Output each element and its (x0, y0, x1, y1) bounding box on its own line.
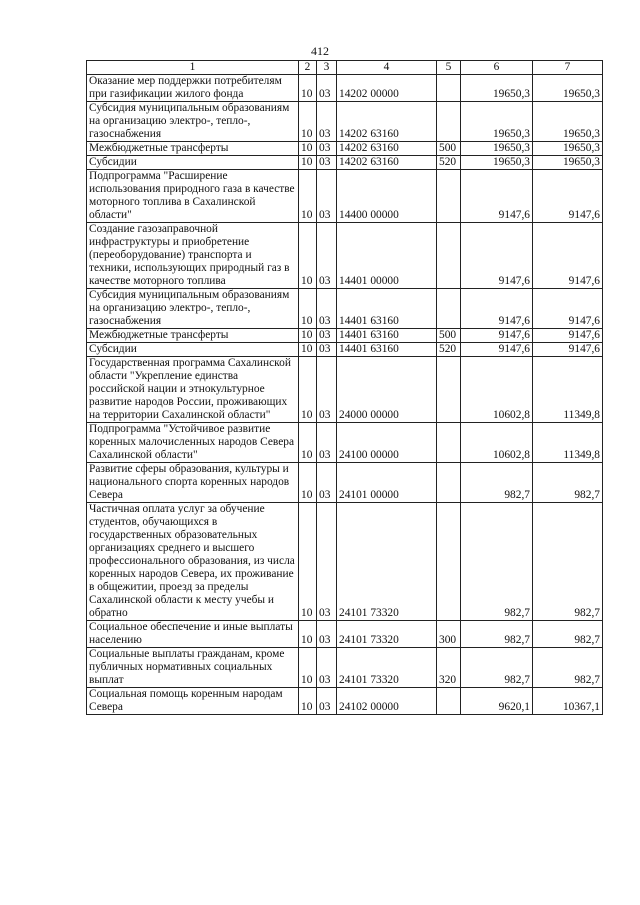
row-name: Субсидия муниципальным образованиям на организацию электро-, тепло-, газоснабжения (87, 289, 299, 329)
row-amount-col7: 9147,6 (533, 343, 603, 357)
row-section: 10 (299, 423, 317, 463)
row-subsection: 03 (317, 621, 337, 648)
row-subsection: 03 (317, 75, 337, 102)
row-amount-col7: 982,7 (533, 463, 603, 503)
row-amount-col7: 19650,3 (533, 75, 603, 102)
row-expense-type (437, 463, 461, 503)
row-subsection: 03 (317, 503, 337, 621)
row-section: 10 (299, 503, 317, 621)
row-name: Оказание мер поддержки потребителям при газификации жилого фонда (87, 75, 299, 102)
table-row (87, 423, 603, 463)
row-amount-col6: 19650,3 (461, 156, 533, 170)
row-expense-type: 520 (437, 343, 461, 357)
table-row (87, 142, 603, 156)
row-expense-type (437, 688, 461, 715)
row-target-article: 14400 00000 (337, 170, 437, 223)
table-row (87, 343, 603, 357)
row-subsection: 03 (317, 223, 337, 289)
row-amount-col7: 9147,6 (533, 170, 603, 223)
row-name: Субсидии (87, 156, 299, 170)
row-section: 10 (299, 343, 317, 357)
row-target-article: 24102 00000 (337, 688, 437, 715)
column-header: 6 (461, 61, 533, 75)
page-number: 412 (311, 44, 329, 58)
row-subsection: 03 (317, 343, 337, 357)
row-expense-type (437, 223, 461, 289)
row-section: 10 (299, 648, 317, 688)
row-amount-col6: 982,7 (461, 621, 533, 648)
row-amount-col7: 10367,1 (533, 688, 603, 715)
column-header: 2 (299, 61, 317, 75)
row-amount-col6: 9147,6 (461, 223, 533, 289)
table-row (87, 75, 603, 102)
row-amount-col7: 11349,8 (533, 357, 603, 423)
row-amount-col7: 19650,3 (533, 142, 603, 156)
row-name: Межбюджетные трансферты (87, 142, 299, 156)
row-amount-col6: 9147,6 (461, 170, 533, 223)
row-subsection: 03 (317, 648, 337, 688)
row-name: Межбюджетные трансферты (87, 329, 299, 343)
row-section: 10 (299, 357, 317, 423)
row-amount-col6: 19650,3 (461, 102, 533, 142)
table-row (87, 170, 603, 223)
row-name: Социальное обеспечение и иные выплаты населению (87, 621, 299, 648)
row-amount-col6: 982,7 (461, 503, 533, 621)
row-subsection: 03 (317, 357, 337, 423)
row-target-article: 14401 00000 (337, 223, 437, 289)
row-name: Подпрограмма "Устойчивое развитие коренных малочисленных народов Севера Сахалинской области" (87, 423, 299, 463)
row-name: Развитие сферы образования, культуры и национального спорта коренных народов Севера (87, 463, 299, 503)
row-subsection: 03 (317, 289, 337, 329)
row-target-article: 14401 63160 (337, 289, 437, 329)
row-section: 10 (299, 463, 317, 503)
row-name: Государственная программа Сахалинской области "Укрепление единства российской нации и этнокультурное развитие народов России, проживающих на территории Сахалинской области" (87, 357, 299, 423)
table-row (87, 503, 603, 621)
row-subsection: 03 (317, 463, 337, 503)
row-subsection: 03 (317, 156, 337, 170)
row-expense-type: 300 (437, 621, 461, 648)
row-expense-type (437, 423, 461, 463)
table-row (87, 357, 603, 423)
table-row (87, 156, 603, 170)
table-row (87, 648, 603, 688)
row-expense-type (437, 102, 461, 142)
table-body (87, 75, 603, 715)
row-subsection: 03 (317, 688, 337, 715)
header-row (87, 61, 603, 75)
row-section: 10 (299, 75, 317, 102)
row-amount-col6: 9620,1 (461, 688, 533, 715)
row-target-article: 14401 63160 (337, 343, 437, 357)
row-section: 10 (299, 223, 317, 289)
table-row (87, 223, 603, 289)
table-row (87, 102, 603, 142)
row-target-article: 14202 63160 (337, 102, 437, 142)
row-target-article: 14202 63160 (337, 142, 437, 156)
row-subsection: 03 (317, 142, 337, 156)
row-expense-type (437, 503, 461, 621)
table-row (87, 688, 603, 715)
row-target-article: 24000 00000 (337, 357, 437, 423)
column-header: 5 (437, 61, 461, 75)
row-amount-col7: 19650,3 (533, 102, 603, 142)
row-amount-col7: 982,7 (533, 648, 603, 688)
row-amount-col7: 9147,6 (533, 329, 603, 343)
row-subsection: 03 (317, 170, 337, 223)
row-name: Подпрограмма "Расширение использования природного газа в качестве моторного топлива в Сахалинской области" (87, 170, 299, 223)
row-expense-type: 520 (437, 156, 461, 170)
row-target-article: 14202 63160 (337, 156, 437, 170)
row-amount-col7: 9147,6 (533, 289, 603, 329)
row-amount-col6: 9147,6 (461, 289, 533, 329)
row-amount-col7: 982,7 (533, 621, 603, 648)
row-target-article: 24101 00000 (337, 463, 437, 503)
row-expense-type (437, 170, 461, 223)
row-subsection: 03 (317, 102, 337, 142)
row-amount-col7: 19650,3 (533, 156, 603, 170)
row-amount-col6: 982,7 (461, 463, 533, 503)
row-target-article: 14202 00000 (337, 75, 437, 102)
table-row (87, 463, 603, 503)
row-amount-col6: 9147,6 (461, 343, 533, 357)
row-target-article: 24101 73320 (337, 621, 437, 648)
row-subsection: 03 (317, 423, 337, 463)
row-section: 10 (299, 142, 317, 156)
row-amount-col6: 10602,8 (461, 357, 533, 423)
row-name: Частичная оплата услуг за обучение студентов, обучающихся в государственных образовательных организациях среднего и высшего профессионального образования, из числа коренных народов Севера, их проживание в общежитии, проезд за пределы Сахалинской области к месту учебы и обратно (87, 503, 299, 621)
row-expense-type: 320 (437, 648, 461, 688)
row-expense-type: 500 (437, 329, 461, 343)
table-row (87, 621, 603, 648)
column-header: 3 (317, 61, 337, 75)
column-header: 1 (87, 61, 299, 75)
column-header: 4 (337, 61, 437, 75)
row-name: Социальные выплаты гражданам, кроме публичных нормативных социальных выплат (87, 648, 299, 688)
row-target-article: 14401 63160 (337, 329, 437, 343)
column-header: 7 (533, 61, 603, 75)
row-amount-col7: 982,7 (533, 503, 603, 621)
row-name: Создание газозаправочной инфраструктуры и приобретение (переоборудование) транспорта и техники, использующих природный газ в качестве моторного топлива (87, 223, 299, 289)
row-expense-type (437, 75, 461, 102)
row-target-article: 24101 73320 (337, 648, 437, 688)
row-section: 10 (299, 102, 317, 142)
row-target-article: 24101 73320 (337, 503, 437, 621)
row-expense-type (437, 357, 461, 423)
row-amount-col6: 10602,8 (461, 423, 533, 463)
row-name: Субсидия муниципальным образованиям на организацию электро-, тепло-, газоснабжения (87, 102, 299, 142)
row-amount-col7: 9147,6 (533, 223, 603, 289)
row-section: 10 (299, 688, 317, 715)
row-expense-type (437, 289, 461, 329)
row-amount-col6: 9147,6 (461, 329, 533, 343)
row-amount-col6: 19650,3 (461, 75, 533, 102)
row-section: 10 (299, 170, 317, 223)
row-section: 10 (299, 156, 317, 170)
row-name: Социальная помощь коренным народам Севера (87, 688, 299, 715)
budget-table (86, 60, 603, 715)
row-subsection: 03 (317, 329, 337, 343)
row-amount-col6: 19650,3 (461, 142, 533, 156)
row-section: 10 (299, 329, 317, 343)
table-row (87, 289, 603, 329)
row-target-article: 24100 00000 (337, 423, 437, 463)
row-name: Субсидии (87, 343, 299, 357)
row-amount-col6: 982,7 (461, 648, 533, 688)
row-expense-type: 500 (437, 142, 461, 156)
table-row (87, 329, 603, 343)
row-amount-col7: 11349,8 (533, 423, 603, 463)
row-section: 10 (299, 621, 317, 648)
row-section: 10 (299, 289, 317, 329)
